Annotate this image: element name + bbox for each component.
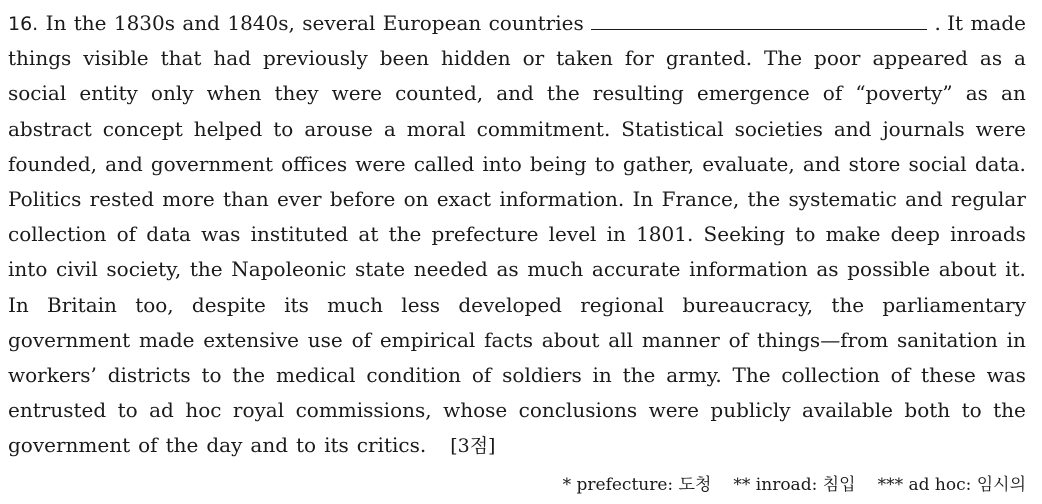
passage-word: regional <box>580 292 665 317</box>
passage-word: In <box>8 292 29 317</box>
passage-word: 1801. <box>636 222 694 247</box>
passage-word: the <box>747 186 781 211</box>
points-label: [3점] <box>450 435 496 458</box>
passage-word: visible <box>83 46 149 71</box>
passage-line <box>8 76 1026 111</box>
passage-word: were <box>975 116 1026 141</box>
passage-word: of <box>822 81 843 106</box>
passage-word: government <box>150 151 274 176</box>
passage-word: for <box>624 46 654 71</box>
passage-word: evaluate, <box>702 151 795 176</box>
passage-word: entity <box>79 81 138 106</box>
passage-word: to <box>961 398 982 423</box>
passage-word: the <box>189 257 223 282</box>
passage-word: data <box>146 222 191 247</box>
passage-word: concept <box>102 116 183 141</box>
passage-word: regular <box>950 186 1026 211</box>
passage-word: soldiers <box>502 362 582 387</box>
passage-line <box>8 288 1026 323</box>
passage-word: deep <box>890 222 940 247</box>
passage-word: an <box>1001 81 1026 106</box>
passage-word: that <box>160 46 202 71</box>
passage-word: . It <box>934 11 964 35</box>
passage-word: things—from <box>756 327 889 352</box>
passage-word: France, <box>661 186 740 211</box>
passage-word: to <box>117 398 138 423</box>
passage-word: arouse <box>304 116 373 141</box>
passage-word: manner <box>641 327 720 352</box>
passage-word: to <box>273 116 294 141</box>
passage-word: being <box>529 151 587 176</box>
passage-word: collection <box>781 362 880 387</box>
passage-word: available <box>802 398 893 423</box>
passage-word: prefecture <box>431 222 539 247</box>
passage-word: army. <box>666 362 722 387</box>
passage-word: rested <box>89 186 155 211</box>
passage-word: bureaucracy, <box>682 292 814 317</box>
passage-line <box>8 41 1026 76</box>
passage-word: offices <box>281 151 348 176</box>
passage-line <box>8 6 1026 41</box>
passage-word: 1830s <box>113 11 176 35</box>
passage-word: of <box>351 327 372 352</box>
passage-word: previously <box>262 46 368 71</box>
passage-line <box>8 182 1026 217</box>
passage-word: helped <box>193 116 263 141</box>
passage-word: in <box>592 362 612 387</box>
passage-word: been <box>379 46 430 71</box>
passage-word: make <box>825 222 881 247</box>
passage-word: the <box>993 398 1026 423</box>
passage-word: only <box>150 81 194 106</box>
passage-word: parliamentary <box>882 292 1026 317</box>
passage-word: more <box>162 186 215 211</box>
passage-word: developed <box>458 292 562 317</box>
passage-word: government <box>8 327 131 352</box>
passage-word: civil <box>56 257 98 282</box>
passage-word: European <box>382 11 482 35</box>
passage-word: workers’ <box>8 362 97 387</box>
passage-word: the <box>831 292 865 317</box>
passage-word: about <box>938 257 997 282</box>
passage-word: abstract <box>8 116 92 141</box>
passage-word: before <box>329 186 396 211</box>
passage-word: society, <box>106 257 182 282</box>
passage-word: resulting <box>592 81 684 106</box>
passage-word: too, <box>135 292 174 317</box>
passage-word: the <box>546 81 580 106</box>
passage-line <box>8 147 1026 182</box>
passage-word: into <box>8 257 48 282</box>
passage-line <box>8 358 1026 393</box>
passage-word: made <box>970 11 1026 35</box>
passage-word: Napoleonic <box>231 257 347 282</box>
passage-word: emergence <box>696 81 810 106</box>
passage-word: a <box>1014 46 1026 71</box>
passage-word: entrusted <box>8 398 107 423</box>
passage-word: commissions, <box>295 398 432 423</box>
question-passage <box>8 6 1026 463</box>
passage-word: social <box>908 151 967 176</box>
passage-word: gather, <box>622 151 695 176</box>
passage-word: whose <box>443 398 508 423</box>
passage-word: appeared <box>872 46 968 71</box>
passage-word: they <box>274 81 319 106</box>
passage-word: 1840s, <box>227 11 295 35</box>
passage-word: Politics <box>8 186 82 211</box>
passage-word: and <box>496 81 534 106</box>
passage-word: and <box>905 186 943 211</box>
passage-word: the <box>165 433 199 458</box>
passage-word: Seeking <box>703 222 786 247</box>
passage-line <box>8 428 1026 463</box>
passage-word: and <box>250 433 288 458</box>
passage-word: The <box>764 46 803 71</box>
passage-word: information. <box>499 186 625 211</box>
passage-word: called <box>413 151 475 176</box>
passage-word: all <box>608 327 633 352</box>
passage-word: ad <box>149 398 174 423</box>
passage-word: publicly <box>710 398 791 423</box>
passage-word: counted, <box>395 81 484 106</box>
passage-word: had <box>213 46 252 71</box>
passage-word: its <box>324 433 349 458</box>
passage-word: several <box>302 11 376 35</box>
passage-word: much <box>327 292 384 317</box>
passage-word: and <box>105 151 143 176</box>
passage-word: the <box>622 362 656 387</box>
passage-word: The <box>732 362 771 387</box>
passage-word: a <box>383 116 396 141</box>
passage-word: despite <box>191 292 266 317</box>
passage-word: to <box>296 433 317 458</box>
passage-word: of <box>471 362 492 387</box>
passage-word: or <box>522 46 545 71</box>
passage-word: state <box>355 257 406 282</box>
passage-word: Statistical <box>621 116 724 141</box>
passage-word: commitment. <box>476 116 611 141</box>
passage-word: critics. <box>356 433 427 458</box>
passage-line <box>8 393 1026 428</box>
passage-word: districts <box>107 362 191 387</box>
passage-word: were <box>331 81 382 106</box>
passage-word: to <box>201 362 222 387</box>
passage-word: store <box>848 151 901 176</box>
passage-word: founded, <box>8 151 98 176</box>
passage-word: to <box>795 222 816 247</box>
passage-word: were <box>648 398 699 423</box>
passage-word: government <box>8 433 131 458</box>
passage-word: was <box>986 362 1026 387</box>
passage-word: at <box>358 222 379 247</box>
passage-word: accurate <box>591 257 681 282</box>
passage-word: medical <box>275 362 356 387</box>
passage-word: In <box>45 11 67 35</box>
passage-word: hoc <box>185 398 222 423</box>
passage-word: In <box>632 186 654 211</box>
passage-word: the <box>232 362 266 387</box>
passage-word: societies <box>734 116 823 141</box>
passage-word: collection <box>8 222 107 247</box>
passage-word: sanitation <box>896 327 998 352</box>
footnote-prefecture: * prefecture: 도청 <box>562 475 712 495</box>
passage-word: the <box>73 11 107 35</box>
passage-word: inroads <box>950 222 1026 247</box>
passage-line <box>8 217 1026 252</box>
passage-word: instituted <box>250 222 349 247</box>
passage-line <box>8 112 1026 147</box>
passage-word: to <box>594 151 615 176</box>
passage-word: condition <box>366 362 462 387</box>
passage-word: granted. <box>665 46 753 71</box>
passage-word: level <box>548 222 597 247</box>
passage-word: things <box>8 46 72 71</box>
passage-word: exact <box>436 186 492 211</box>
passage-word: taken <box>556 46 613 71</box>
passage-line <box>8 252 1026 287</box>
passage-word: of <box>116 222 137 247</box>
passage-word: needed <box>413 257 488 282</box>
passage-word: conclusions <box>518 398 638 423</box>
passage-word: use <box>307 327 343 352</box>
passage-word: and <box>182 11 220 35</box>
passage-word: in <box>606 222 626 247</box>
passage-word: systematic <box>788 186 897 211</box>
passage-word: Britain <box>47 292 117 317</box>
passage-word: were <box>355 151 406 176</box>
passage-word: information <box>689 257 808 282</box>
passage-word: its <box>284 292 309 317</box>
passage-word: the <box>388 222 422 247</box>
passage-word: facts <box>484 327 533 352</box>
passage-word: of <box>890 362 911 387</box>
passage-word: these <box>920 362 976 387</box>
passage-word: as <box>496 257 519 282</box>
passage-word: both <box>904 398 951 423</box>
passage-word: on <box>403 186 429 211</box>
passage-word: and <box>833 116 872 141</box>
passage-word: hidden <box>441 46 511 71</box>
passage-word: much <box>527 257 584 282</box>
passage-word: in <box>1006 327 1026 352</box>
passage-line <box>8 323 1026 358</box>
passage-word: as <box>816 257 839 282</box>
passage-word: countries <box>488 11 584 35</box>
passage-word: and <box>802 151 841 176</box>
passage-word: as <box>979 46 1003 71</box>
footnote-inroad: ** inroad: 침입 <box>733 475 856 495</box>
passage-word: empirical <box>379 327 476 352</box>
answer-blank <box>591 11 927 30</box>
passage-word: data. <box>974 151 1026 176</box>
passage-word: than <box>222 186 269 211</box>
passage-word: royal <box>232 398 285 423</box>
footnote-ad-hoc: *** ad hoc: 임시의 <box>877 475 1026 495</box>
passage-word: about <box>541 327 600 352</box>
passage-word: of <box>728 327 749 352</box>
passage-word: it. <box>1005 257 1026 282</box>
passage-word: extensive <box>203 327 299 352</box>
passage-word: “poverty” <box>855 81 953 106</box>
passage-word: social <box>8 81 67 106</box>
passage-word: was <box>201 222 241 247</box>
passage-word: less <box>401 292 441 317</box>
question-number: 16. <box>8 13 39 35</box>
passage-word: poor <box>814 46 861 71</box>
passage-word: ever <box>277 186 322 211</box>
passage-word: made <box>138 327 195 352</box>
passage-word: journals <box>882 116 965 141</box>
passage-word: when <box>206 81 262 106</box>
footnotes <box>563 470 1026 495</box>
passage-word: into <box>482 151 522 176</box>
passage-word: of <box>138 433 158 458</box>
passage-word: possible <box>847 257 931 282</box>
passage-word: moral <box>406 116 466 141</box>
passage-word: day <box>206 433 243 458</box>
passage-word: as <box>965 81 988 106</box>
